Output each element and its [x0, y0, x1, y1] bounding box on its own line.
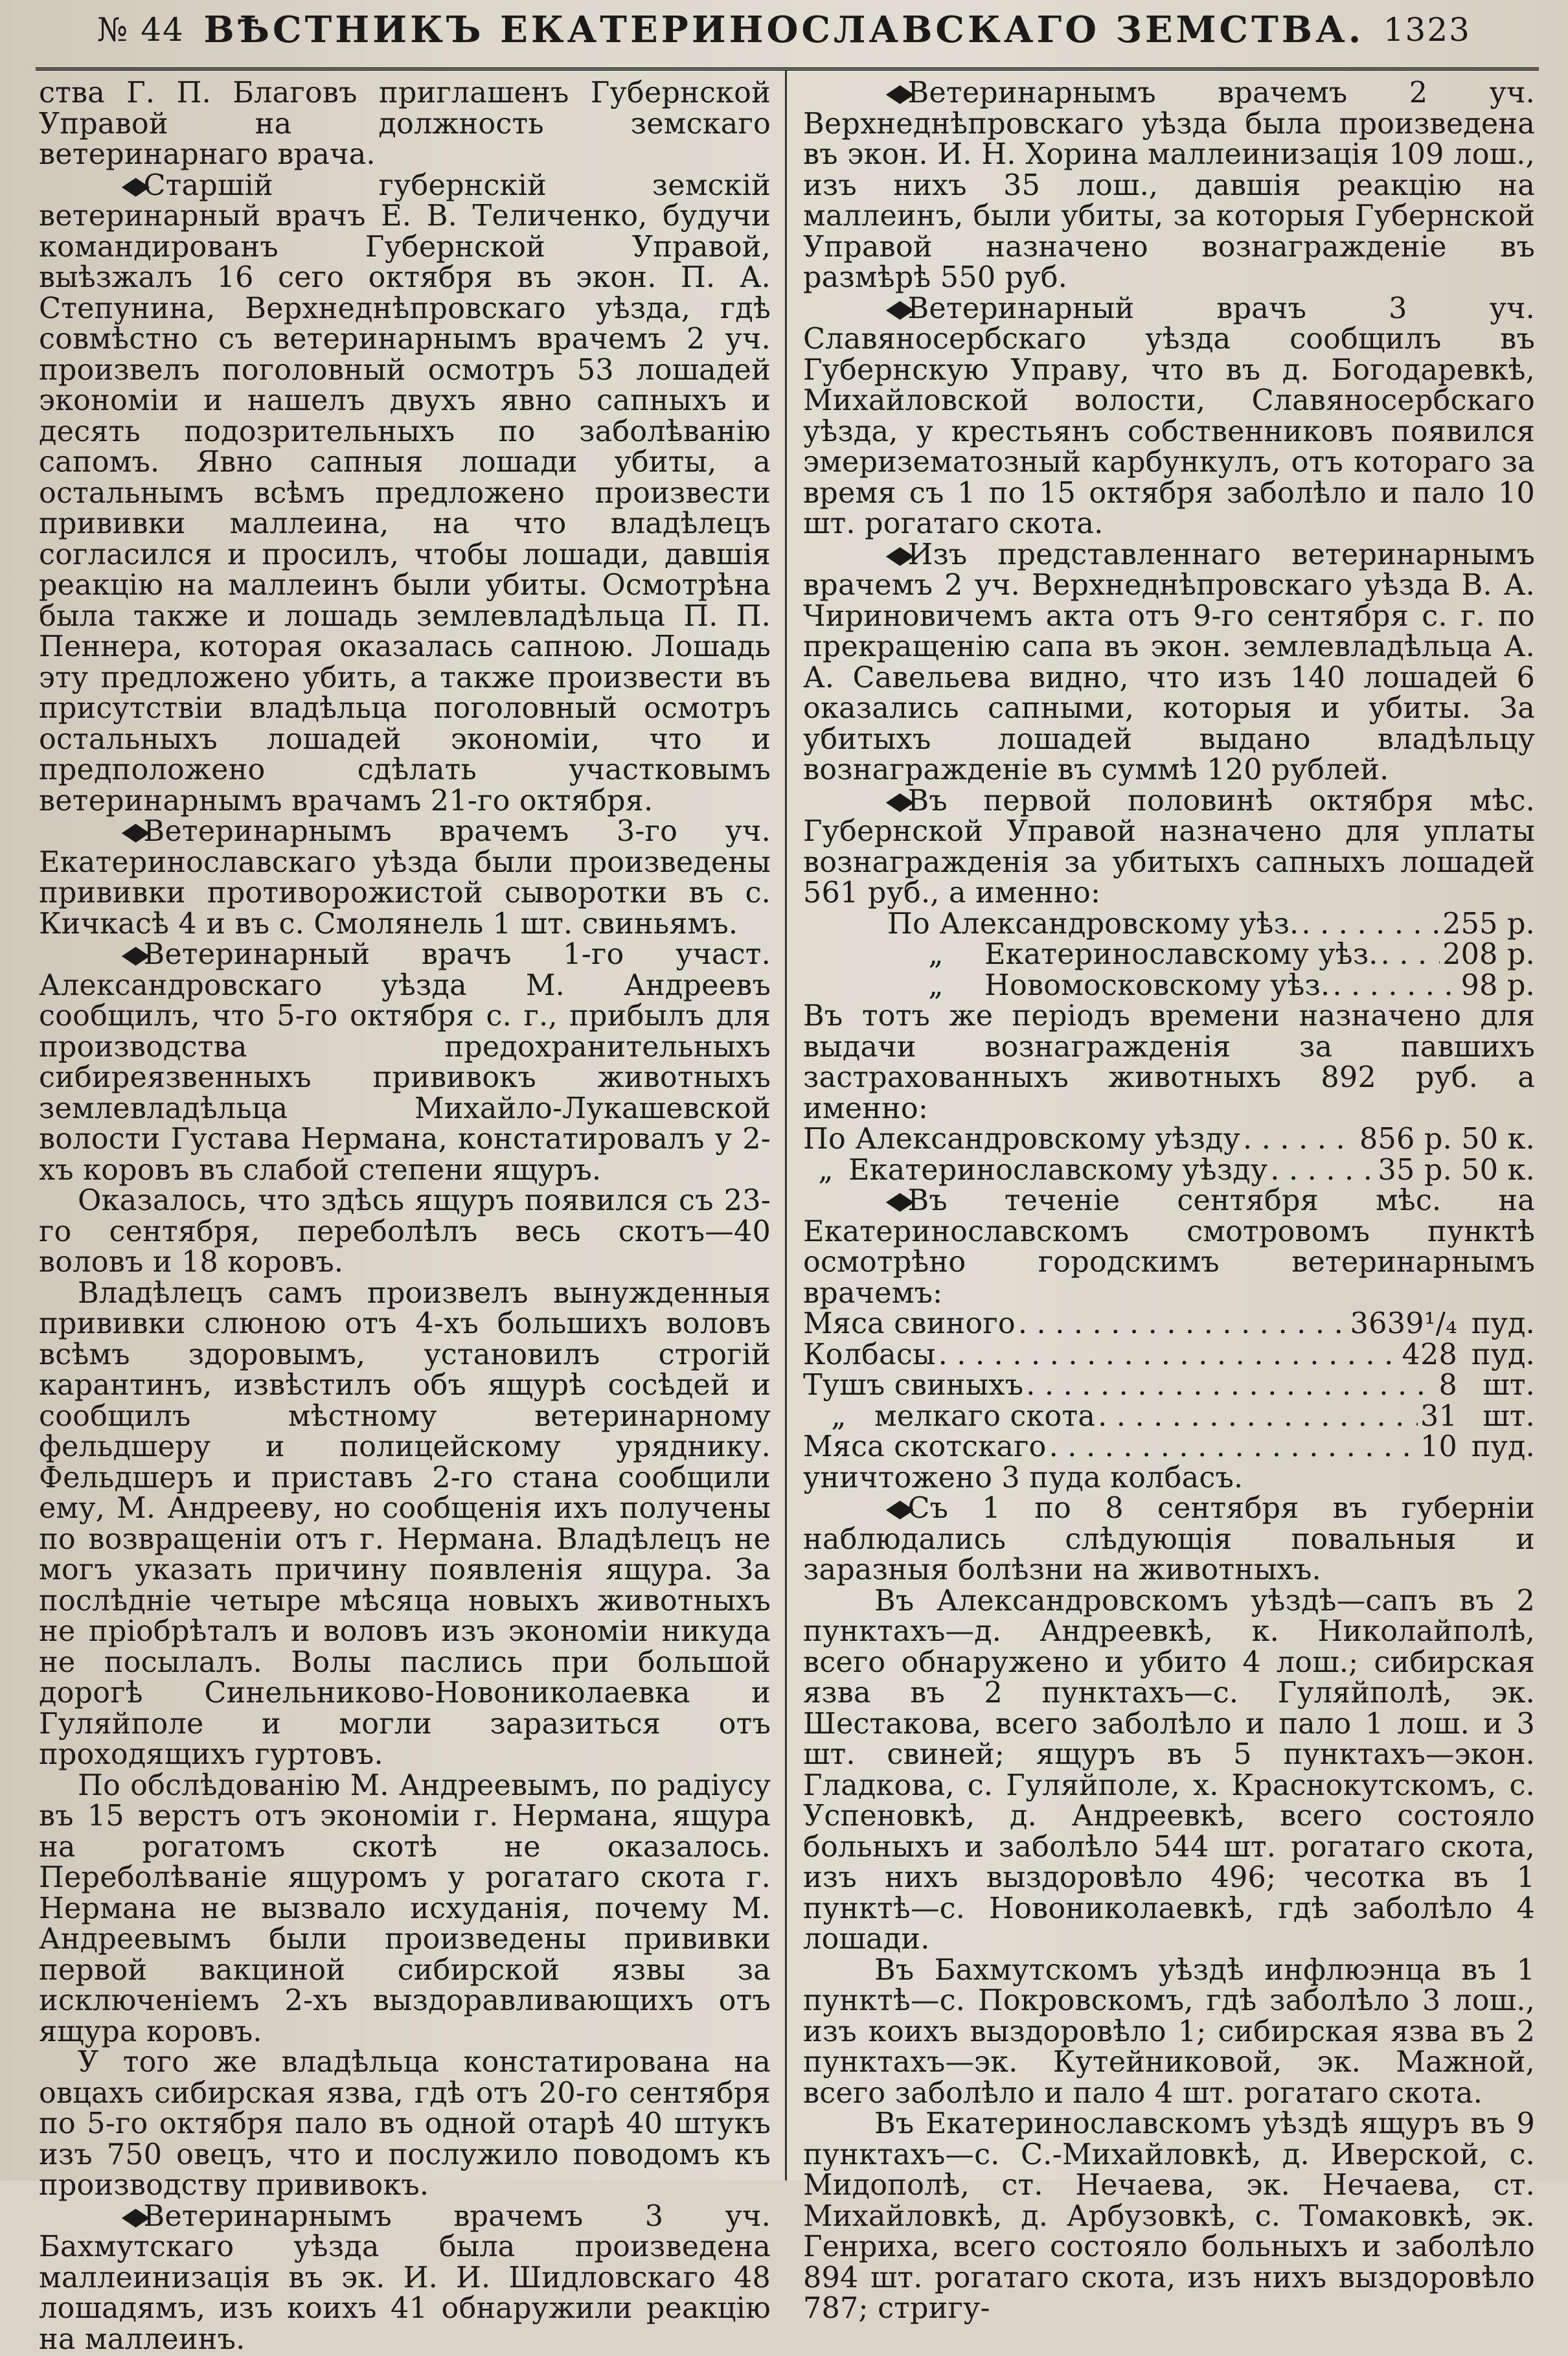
- leader-dots: [1243, 1124, 1357, 1155]
- paragraph: Въ Александровскомъ уѣздѣ—сапъ въ 2 пунктахъ—д. Андреевкѣ, к. Николайполѣ, всего обнаружено и убито 4 лош.; сибирская язва въ 2 пунктахъ—с. Гуляйполѣ, эк. Шестакова, всего заболѣло и пало 1 лош. и 3 шт. свиней; ящуръ въ 5 пунктахъ—экон. Гладкова, с. Гуляйполе, х. Краснокутскомъ, с. Успеновкѣ, д. Андреевкѣ, всего состояло больныхъ и заболѣло 544 шт. рогатаго скота, изъ нихъ выздоровѣло 496; чесотка въ 1 пунктѣ—с. Новониколаевкѣ, гдѣ заболѣло 4 лошади.: [803, 1584, 1535, 1956]
- ditto-mark: „: [928, 938, 944, 971]
- list-item-value: 428: [1402, 1338, 1457, 1371]
- leader-dots: [1098, 1401, 1418, 1432]
- ditto-mark: „: [831, 1399, 846, 1433]
- list-item-unit: пуд.: [1471, 1307, 1535, 1340]
- list-item-unit: шт.: [1483, 1399, 1535, 1433]
- leader-dots: [1381, 939, 1440, 970]
- list-item-value: 98 р.: [1460, 968, 1535, 1002]
- list-item-label: Мяса скотскаго: [803, 1430, 1047, 1463]
- list-item: [803, 1155, 1535, 1186]
- paragraph: ◆ Въ теченіе сентября мѣс. на Екатеринославскомъ смотровомъ пунктѣ осмотрѣно городскимъ ветеринарнымъ врачемъ:: [803, 1185, 1535, 1309]
- leader-dots: [1018, 1309, 1348, 1340]
- paragraph: ◆ Ветеринарнымъ врачемъ 3 уч. Бахмутскаго уѣзда была произведена маллеинизація въ эк. И. И. Шидловскаго 48 лошадямъ, изъ коихъ 41 обнаружили реакцію на маллеинъ.: [39, 2201, 771, 2355]
- list-item-label: По Александровскому уѣз.: [887, 907, 1299, 941]
- paragraph: уничтожено 3 пуда колбасъ.: [803, 1461, 1244, 1494]
- list-item-label: Екатеринославскому уѣз.: [984, 938, 1378, 971]
- page-number: 1323: [1383, 11, 1471, 49]
- list-item: [803, 1370, 1535, 1401]
- paragraph: ства Г. П. Благовъ приглашенъ Губернской Управой на должность земскаго ветеринарнаго врача.: [39, 76, 771, 171]
- list-item: [803, 1309, 1535, 1340]
- paragraph: По обслѣдованію М. Андреевымъ, по радіусу въ 15 верстъ отъ экономіи г. Нермана, ящура на рогатомъ скотѣ не оказалось. Переболѣваніе ящуромъ у рогатаго скота г. Нермана не вызвало исхуданія, почему М. Андреевымъ были произведены прививки первой вакциной сибирской язвы за исключеніемъ 2-хъ выздоравливающихъ отъ ящура коровъ.: [39, 1768, 771, 2048]
- paragraph: ◆ Ветеринарный врачъ 1-го участ. Александровскаго уѣзда М. Андреевъ сообщилъ, что 5-го октября с. г., прибылъ для производства предохранительныхъ сибиреязвенныхъ прививокъ животныхъ землевладѣльца Михайло-Лукашевской волости Густава Нермана, констатировалъ у 2-хъ коровъ въ слабой степени ящуръ.: [39, 939, 771, 1185]
- paragraph: Въ Екатеринославскомъ уѣздѣ ящуръ въ 9 пунктахъ—с. С.-Михайловкѣ, д. Иверской, с. Мидополѣ, ст. Нечаева, эк. Нечаева, ст. Михайловкѣ, д. Арбузовкѣ, с. Томаковкѣ, эк. Генриха, всего состояло больныхъ и заболѣло 894 шт. рогатаго скота, изъ нихъ выздоровѣло 787; стригу-: [803, 2107, 1535, 2325]
- header-rule: [36, 67, 1539, 71]
- leader-dots: [938, 1340, 1400, 1371]
- list-item: [803, 939, 1535, 970]
- paragraph: ◆ Ветеринарнымъ врачемъ 3-го уч. Екатеринославскаго уѣзда были произведены прививки противорожистой сыворотки въ с. Кичкасѣ 4 и въ с. Смолянель 1 шт. свиньямъ.: [39, 816, 771, 939]
- paragraph: Оказалось, что здѣсь ящуръ появился съ 23-го сентября, переболѣлъ весь скотъ—40 воловъ и 18 коровъ.: [39, 1184, 771, 1279]
- list-item-label: Екатеринославскому уѣзду: [848, 1153, 1268, 1187]
- payment-list-insured-animals: [803, 1124, 1535, 1185]
- list-item-label: Мяса свиного: [803, 1307, 1016, 1340]
- list-item-value: 3639¹/₄: [1350, 1307, 1457, 1340]
- inspection-list: [803, 1309, 1535, 1463]
- list-item: [803, 1432, 1535, 1463]
- list-item: [803, 970, 1535, 1001]
- paragraph: ◆ Изъ представленнаго ветеринарнымъ врачемъ 2 уч. Верхнеднѣпровскаго уѣзда В. А. Чириновичемъ акта отъ 9-го сентября с. г. по прекращенію сапа въ экон. землевладѣльца А. А. Савельева видно, что изъ 140 лошадей 6 оказались сапными, которыя и убиты. За убитыхъ лошадей выдано владѣльцу вознагражденіе въ суммѣ 120 рублей.: [803, 540, 1535, 786]
- list-item-label: мелкаго скота: [874, 1399, 1096, 1433]
- paragraph: У того же владѣльца констатирована на овцахъ сибирская язва, гдѣ отъ 20-го сентября по 5-го октября пало въ одной отарѣ 40 штукъ изъ 750 овецъ, что и послужило поводомъ къ производству прививокъ.: [39, 2046, 771, 2202]
- list-item-value: 35 р. 50 к.: [1378, 1153, 1535, 1187]
- list-item-label: Колбасы: [803, 1338, 936, 1371]
- list-item-value: 31: [1420, 1399, 1457, 1433]
- list-item-unit: пуд.: [1471, 1338, 1535, 1371]
- list-item: [803, 1124, 1535, 1155]
- leader-dots: [1049, 1432, 1418, 1463]
- paragraph: Въ Бахмутскомъ уѣздѣ инфлюэнца въ 1 пунктѣ—с. Покровскомъ, гдѣ заболѣло 3 лош., изъ коихъ выздоровѣло 1; сибирская язва въ 2 пунктахъ—эк. Кутейниковой, эк. Мажной, всего заболѣло и пало 4 шт. рогатаго скота.: [803, 1953, 1535, 2110]
- list-item-unit: шт.: [1483, 1369, 1535, 1402]
- list-item-value: 10: [1420, 1430, 1457, 1463]
- list-item: [803, 1401, 1535, 1432]
- paragraph: ◆ Старшій губернскій земскій ветеринарный врачъ Е. В. Теличенко, будучи командированъ Губернской Управой, выѣзжалъ 16 сего октября въ экон. П. А. Степунина, Верхнеднѣпровскаго уѣзда, гдѣ совмѣстно съ ветеринарнымъ врачемъ 2 уч. произвелъ поголовный осмотръ 53 лошадей экономіи и нашелъ двухъ явно сапныхъ и десять подозрительныхъ по заболѣванію сапомъ. Явно сапныя лошади убиты, а остальнымъ всѣмъ предложено произвести прививки маллеина, на что владѣлецъ согласился и просилъ, чтобы лошади, давшія реакцію на маллеинъ были убиты. Осмотрѣна была также и лошадь землевладѣльца П. П. Пеннера, которая оказалась сапною. Лошадь эту предложено убить, а также произвести въ присутствіи владѣльца поголовный осмотръ остальныхъ лошадей экономіи, что и предположено сдѣлать участковымъ ветеринарнымъ врачамъ 21-го октября.: [39, 170, 771, 817]
- publication-title: ВѢСТНИКЪ ЕКАТЕРИНОСЛАВСКАГО ЗЕМСТВА.: [203, 8, 1365, 51]
- column-divider: [785, 70, 787, 2180]
- payment-list-killed-horses: [803, 909, 1535, 1001]
- list-item-label: Тушъ свиныхъ: [803, 1369, 1024, 1402]
- list-item-label: По Александровскому уѣзду: [803, 1123, 1241, 1156]
- paragraph: ◆ Ветеринарнымъ врачемъ 2 уч. Верхнеднѣпровскаго уѣзда была произведена въ экон. И. Н. Хорина маллеинизація 109 лош., изъ нихъ 35 лош., давшія реакцію на маллеинъ, были убиты, за которыя Губернской Управой назначено вознагражденіе въ размѣрѣ 550 руб.: [803, 78, 1535, 293]
- paragraph: Владѣлецъ самъ произвелъ вынужденныя прививки слюною отъ 4-хъ большихъ воловъ всѣмъ здоровымъ, установилъ строгій карантинъ, извѣстилъ объ ящурѣ сосѣдей и сообщилъ мѣстному ветеринарному фельдшеру и полицейскому уряднику. Фельдшеръ и приставъ 2-го стана сообщили ему, М. Андрееву, но сообщенія ихъ получены по возвращеніи отъ г. Нермана. Владѣлецъ не могъ указать причину появленія ящура. За послѣдніе четыре мѣсяца новыхъ животныхъ не пріобрѣталъ и воловъ изъ экономіи никуда не посылалъ. Волы паслись при большой дорогѣ Синельниково-Новониколаевка и Гуляйполе и могли заразиться отъ проходящихъ гуртовъ.: [39, 1276, 771, 1771]
- paragraph: ◆ Съ 1 по 8 сентября въ губерніи наблюдались слѣдующія повальныя и заразныя болѣзни на животныхъ.: [803, 1493, 1535, 1586]
- list-item-unit: пуд.: [1471, 1430, 1535, 1463]
- list-item: [803, 1340, 1535, 1371]
- right-column: [803, 78, 1535, 2324]
- list-item: [803, 909, 1535, 940]
- leader-dots: [1332, 970, 1458, 1001]
- ditto-mark: „: [818, 1153, 834, 1187]
- leader-dots: [1270, 1155, 1375, 1186]
- page-header: [97, 0, 1471, 60]
- list-item-value: 8: [1438, 1369, 1457, 1402]
- list-item-value: 208 р.: [1442, 938, 1535, 971]
- left-column: [39, 78, 771, 2355]
- list-item-value: 856 р. 50 к.: [1359, 1123, 1535, 1156]
- issue-number: № 44: [97, 11, 185, 49]
- leader-dots: [1026, 1370, 1436, 1401]
- paragraph: ◆ Ветеринарный врачъ 3 уч. Славяносербскаго уѣзда сообщилъ въ Губернскую Управу, что въ д. Богодаревкѣ, Михайловской волости, Славяносербскаго уѣзда, у крестьянъ собственниковъ появился эмеризематозный карбункулъ, отъ котораго за время съ 1 по 15 октября заболѣло и пало 10 шт. рогатаго скота.: [803, 293, 1535, 540]
- paragraph: ◆ Въ первой половинѣ октября мѣс. Губернской Управой назначено для уплаты вознагражденія за убитыхъ сапныхъ лошадей 561 руб., а именно:: [803, 786, 1535, 909]
- ditto-mark: „: [928, 968, 944, 1002]
- list-item-label: Новомосковскому уѣз.: [984, 968, 1330, 1002]
- leader-dots: [1301, 909, 1440, 940]
- paragraph: Въ тотъ же періодъ времени назначено для выдачи вознагражденія за павшихъ застрахованныхъ животныхъ 892 руб. а именно:: [803, 1000, 1535, 1125]
- list-item-value: 255 р.: [1442, 907, 1535, 941]
